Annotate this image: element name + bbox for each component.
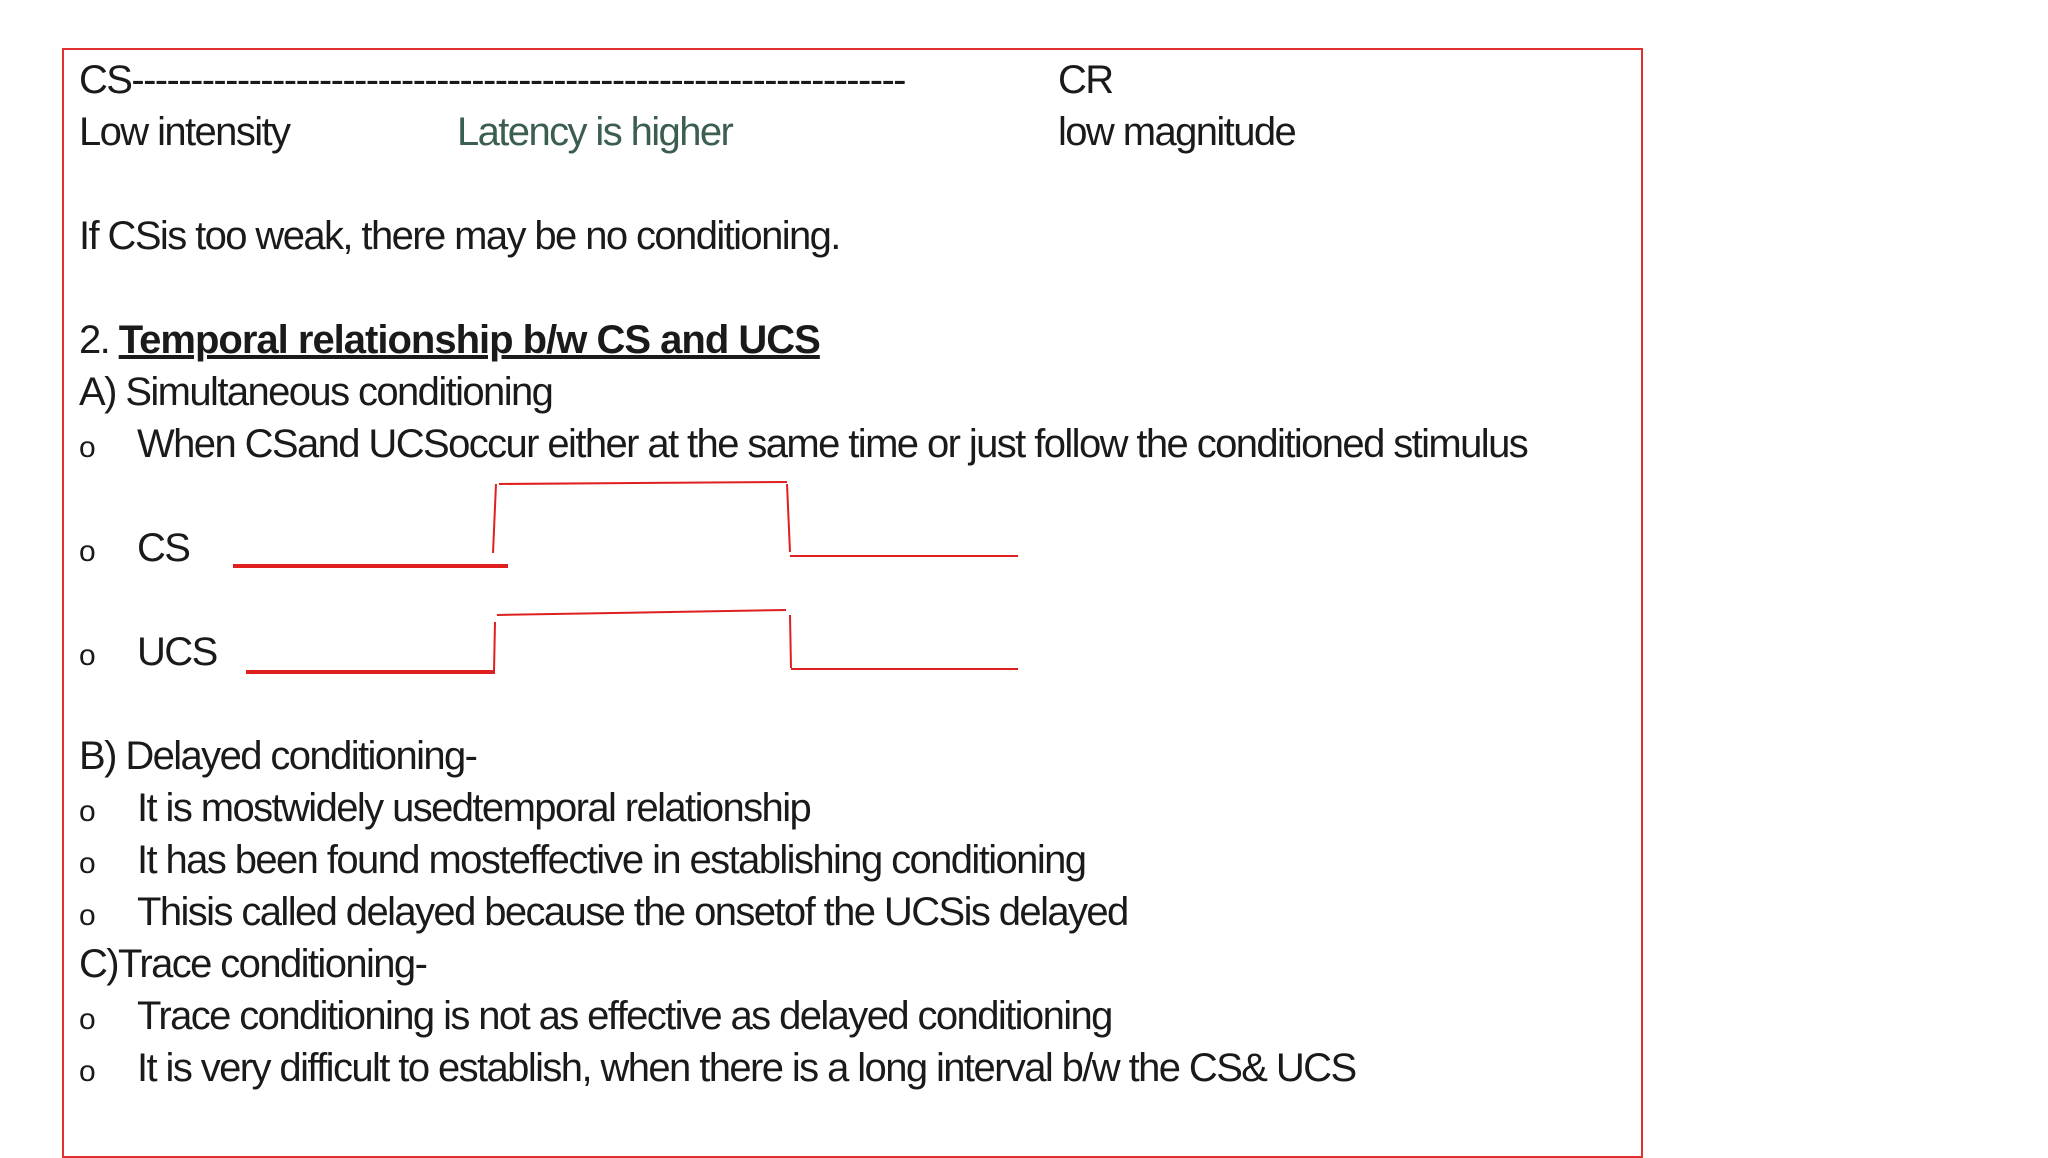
delayed-bullet: It has been found mosteffective in establishing conditioning bbox=[137, 838, 1086, 882]
section-number: 2. bbox=[79, 318, 110, 362]
delayed-bullet: Thisis called delayed because the onsetof the UCSis delayed bbox=[137, 890, 1128, 934]
latency-label: Latency is higher bbox=[457, 110, 733, 154]
cs-signal-label: CS bbox=[137, 526, 190, 570]
trace-bullet: It is very difficult to establish, when there is a long interval b/w the CS& UCS bbox=[137, 1046, 1356, 1090]
cs-dash-line: CS------------------------------------------------------------------ bbox=[79, 58, 905, 102]
bullet-marker: o bbox=[79, 431, 96, 464]
simultaneous-bullet: When CSand UCSoccur either at the same time or just follow the conditioned stimulus bbox=[137, 422, 1528, 466]
cr-label: CR bbox=[1058, 58, 1113, 102]
trace-title: C)Trace conditioning- bbox=[79, 942, 427, 986]
ucs-signal-label: UCS bbox=[137, 630, 217, 674]
trace-bullet: Trace conditioning is not as effective as delayed conditioning bbox=[137, 994, 1112, 1038]
section-title: Temporal relationship b/w CS and UCS bbox=[118, 318, 820, 362]
delayed-title: B) Delayed conditioning- bbox=[79, 734, 477, 778]
low-intensity-label: Low intensity bbox=[79, 110, 290, 154]
simultaneous-title: A) Simultaneous conditioning bbox=[79, 370, 553, 414]
bullet-marker: o bbox=[79, 899, 96, 932]
cs-fall bbox=[787, 484, 790, 552]
cs-rise bbox=[493, 484, 496, 553]
bullet-marker: o bbox=[79, 639, 96, 672]
cs-high bbox=[499, 482, 787, 484]
ucs-high bbox=[497, 610, 786, 615]
low-magnitude-label: low magnitude bbox=[1058, 110, 1296, 154]
bullet-marker: o bbox=[79, 847, 96, 880]
bullet-marker: o bbox=[79, 795, 96, 828]
weak-cs-note: If CSis too weak, there may be no conditioning. bbox=[79, 214, 840, 258]
bullet-marker: o bbox=[79, 1055, 96, 1088]
bullet-marker: o bbox=[79, 1003, 96, 1036]
ucs-rise bbox=[494, 622, 495, 672]
delayed-bullet: It is mostwidely usedtemporal relationship bbox=[137, 786, 811, 830]
ucs-fall bbox=[790, 615, 791, 668]
bullet-marker: o bbox=[79, 535, 96, 568]
